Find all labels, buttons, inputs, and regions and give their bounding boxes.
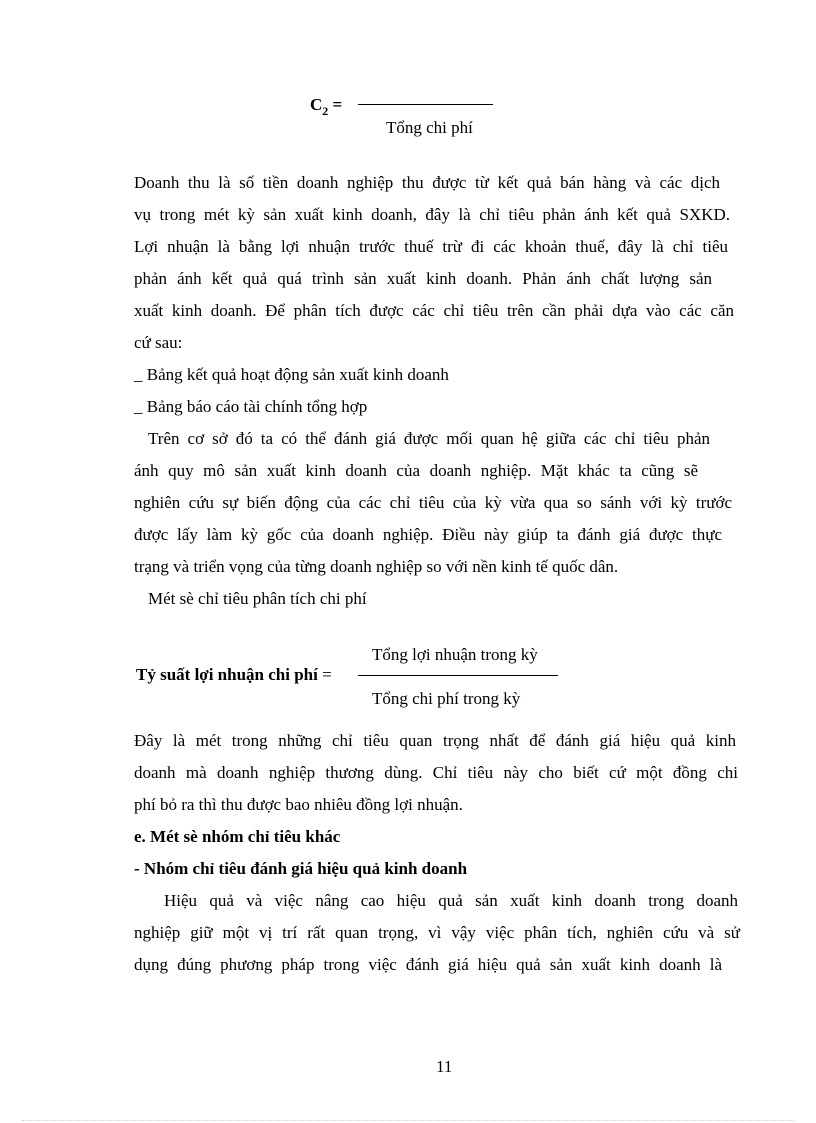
formula-c2-fraction-bar <box>358 104 493 105</box>
bullet-item-2: _ Bảng báo cáo tài chính tổng hợp <box>134 397 368 416</box>
formula-ratio-equals: = <box>317 665 332 684</box>
formula-ratio-numerator: Tổng lợi nhuận trong kỳ <box>372 645 538 664</box>
paragraph2-line-3: nghiên cứu sự biến động của các chỉ tiêu của kỳ vừa qua so sánh với kỳ trước <box>134 493 732 512</box>
formula-ratio-denominator: Tổng chi phí trong kỳ <box>372 689 521 708</box>
formula-c2-equals: = <box>328 95 343 114</box>
paragraph3-line-1: Đây là mét trong những chỉ tiêu quan trọng nhất để đánh giá hiệu quả kinh <box>134 731 736 750</box>
formula-c2-denominator: Tổng chi phí <box>386 118 473 137</box>
formula-ratio-label-text: Tỷ suất lợi nhuận chi phí <box>136 665 318 684</box>
formula-c2-symbol: C <box>310 95 323 114</box>
formula-c2-lhs <box>310 94 342 117</box>
paragraph4-line-2: nghiệp giữ một vị trí rất quan trọng, vì vậy việc phân tích, nghiên cứu và sử <box>134 923 740 942</box>
section-heading-e: e. Mét sè nhóm chỉ tiêu khác <box>134 827 341 846</box>
paragraph4-line-3: dụng đúng phương pháp trong việc đánh giá hiệu quả sản xuất kinh doanh là <box>134 955 722 974</box>
paragraph1-line-4: phản ánh kết quả quá trình sản xuất kinh doanh. Phản ánh chất lượng sản <box>134 269 712 288</box>
paragraph3-line-3: phí bỏ ra thì thu được bao nhiêu đồng lợi nhuận. <box>134 795 463 814</box>
paragraph2-line-1: Trên cơ sở đó ta có thể đánh giá được mối quan hệ giữa các chỉ tiêu phản <box>148 429 710 448</box>
subsection-heading: - Nhóm chỉ tiêu đánh giá hiệu quả kinh doanh <box>134 859 468 878</box>
intro-line: Mét sè chỉ tiêu phân tích chi phí <box>148 589 367 608</box>
page-number: 11 <box>436 1057 453 1076</box>
paragraph2-line-2: ánh quy mô sản xuất kinh doanh của doanh nghiệp. Mặt khác ta cũng sẽ <box>134 461 698 480</box>
formula-ratio-fraction-bar <box>358 675 558 676</box>
paragraph1-line-6: cứ sau: <box>134 333 183 352</box>
page-bottom-border <box>22 1120 794 1121</box>
paragraph3-line-2: doanh mà doanh nghiệp thương dùng. Chỉ tiêu này cho biết cứ một đồng chi <box>134 763 738 782</box>
paragraph1-line-5: xuất kinh doanh. Để phân tích được các chỉ tiêu trên cần phải dựa vào các căn <box>134 301 734 320</box>
formula-c2-subscript: 2 <box>322 104 329 118</box>
paragraph2-line-5: trạng và triển vọng của từng doanh nghiệp so với nền kinh tế quốc dân. <box>134 557 619 576</box>
bullet-item-1: _ Bảng kết quả hoạt động sản xuất kinh doanh <box>134 365 449 384</box>
paragraph1-line-3: Lợi nhuận là bằng lợi nhuận trước thuế trừ đi các khoản thuế, đây là chỉ tiêu <box>134 237 728 256</box>
formula-ratio-label <box>136 664 332 686</box>
paragraph4-line-1: Hiệu quả và việc nâng cao hiệu quả sản xuất kinh doanh trong doanh <box>164 891 738 910</box>
paragraph1-line-2: vụ trong mét kỳ sản xuất kinh doanh, đây là chỉ tiêu phản ánh kết quả SXKD. <box>134 205 730 224</box>
paragraph2-line-4: được lấy làm kỳ gốc của doanh nghiệp. Điều này giúp ta đánh giá được thực <box>134 525 722 544</box>
paragraph1-line-1: Doanh thu là số tiền doanh nghiệp thu được từ kết quả bán hàng và các dịch <box>134 173 720 192</box>
